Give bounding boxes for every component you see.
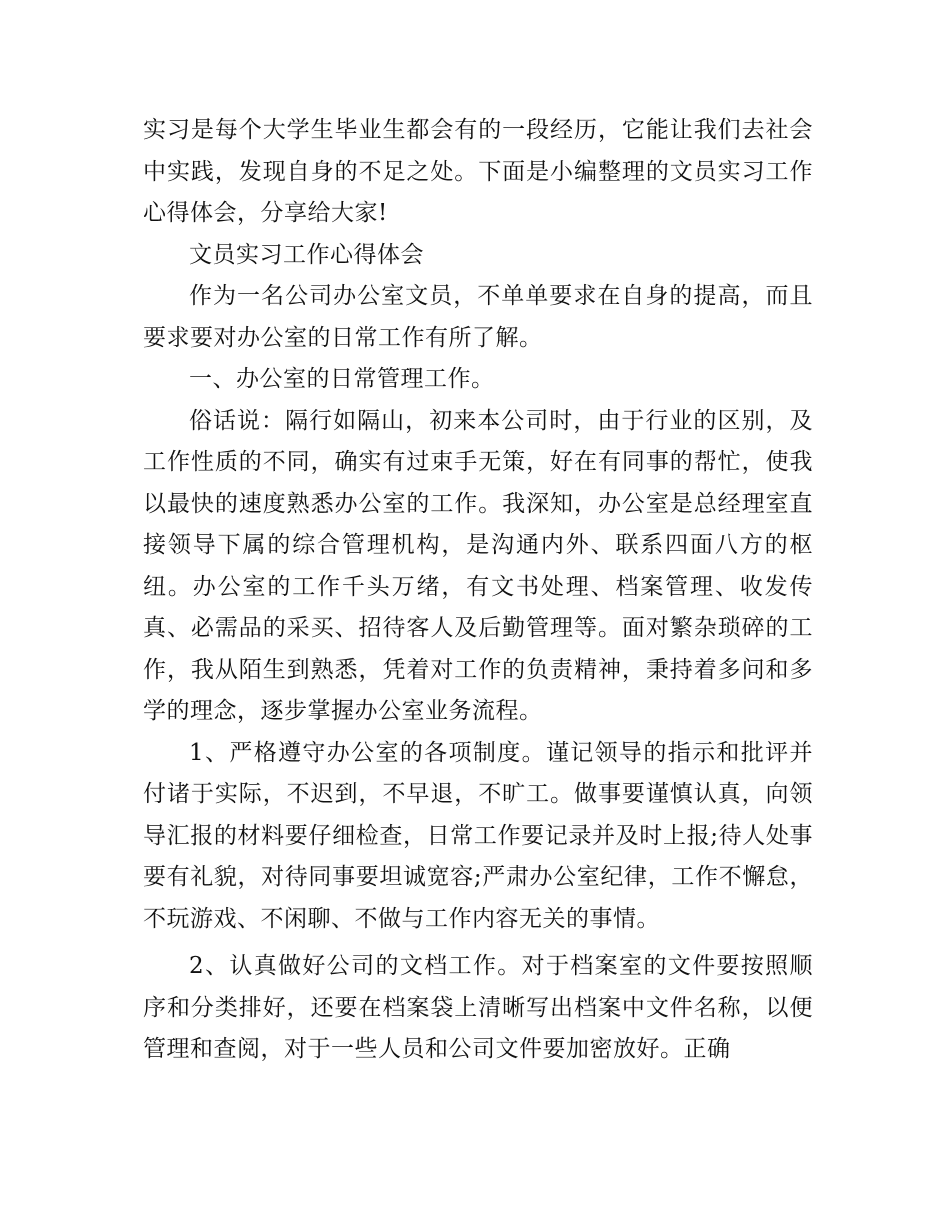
list-item-paragraph: 2、认真做好公司的文档工作。对于档案室的文件要按照顺序和分类排好，还要在档案袋上清晰写出档案中文件名称，以便管理和查阅，对于一些人员和公司文件要加密放好。正确 xyxy=(143,953,813,1062)
section-heading: 一、办公室的日常管理工作。 xyxy=(189,366,495,392)
document-body xyxy=(143,110,813,1071)
opening-paragraph: 作为一名公司办公室文员，不单单要求在自身的提高，而且要求要对办公室的日常工作有所了解。 xyxy=(143,283,813,351)
list-item-paragraph: 1、严格遵守办公室的各项制度。谨记领导的指示和批评并付诸于实际，不迟到，不早退，不旷工。做事要谨慎认真，向领导汇报的材料要仔细检查，日常工作要记录并及时上报;待人处事要有礼貌，对待同事要坦诚宽容;严肃办公室纪律，工作不懈怠，不玩游戏、不闲聊、不做与工作内容无关的事情。 xyxy=(143,739,813,932)
article-title: 文员实习工作心得体会 xyxy=(189,241,424,268)
section-body-paragraph: 俗话说：隔行如隔山，初来本公司时，由于行业的区别，及工作性质的不同，确实有过束手无策，好在有同事的帮忙，使我以最快的速度熟悉办公室的工作。我深知，办公室是总经理室直接领导下属的综合管理机构，是沟通内外、联系四面八方的枢纽。办公室的工作千头万绪，有文书处理、档案管理、收发传真、必需品的采买、招待客人及后勤管理等。面对繁杂琐碎的工作，我从陌生到熟悉，凭着对工作的负责精神，秉持着多问和多学的理念，逐步掌握办公室业务流程。 xyxy=(143,407,813,724)
intro-paragraph: 实习是每个大学生毕业生都会有的一段经历，它能让我们去社会中实践，发现自身的不足之处。下面是小编整理的文员实习工作心得体会，分享给大家! xyxy=(143,117,813,226)
